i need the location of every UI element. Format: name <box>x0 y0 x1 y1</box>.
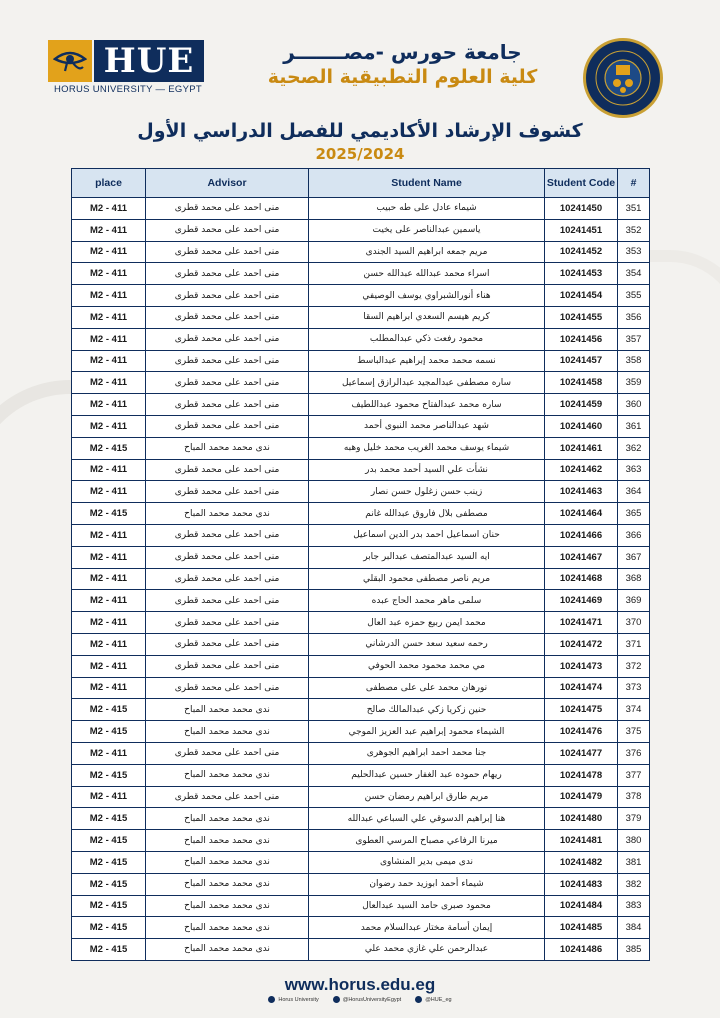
row-number-cell: 357 <box>618 328 650 350</box>
row-number-cell: 358 <box>618 350 650 372</box>
advisor-cell: منى احمد على محمد قطرى <box>146 263 309 285</box>
student-code-cell: 10241452 <box>545 241 618 263</box>
advisor-cell: منى احمد على محمد قطرى <box>146 415 309 437</box>
row-number-cell: 374 <box>618 699 650 721</box>
facebook-icon <box>333 996 340 1003</box>
student-name-cell: هناء أنورالشبراوي يوسف الوصيفي <box>309 285 545 307</box>
student-name-cell: محمد ايمن ربيع حمزه عبد العال <box>309 612 545 634</box>
hue-logo[interactable] <box>48 40 208 98</box>
header <box>0 0 720 115</box>
table-row[interactable] <box>72 742 650 764</box>
student-name-cell: عبدالرحمن علي غازي محمد علي <box>309 939 545 961</box>
student-name-cell: ندى ميمى بدير المنشاوى <box>309 851 545 873</box>
student-code-cell: 10241473 <box>545 655 618 677</box>
student-code-cell: 10241455 <box>545 306 618 328</box>
table-row[interactable] <box>72 285 650 307</box>
row-number-cell: 369 <box>618 590 650 612</box>
place-cell: M2 - 415 <box>72 808 146 830</box>
row-number-cell: 368 <box>618 568 650 590</box>
student-code-cell: 10241464 <box>545 503 618 525</box>
row-number-cell: 373 <box>618 677 650 699</box>
advisor-cell: منى احمد على محمد قطرى <box>146 198 309 220</box>
place-cell: M2 - 411 <box>72 285 146 307</box>
table-row[interactable] <box>72 590 650 612</box>
place-cell: M2 - 411 <box>72 546 146 568</box>
row-number-cell: 381 <box>618 851 650 873</box>
row-number-cell: 372 <box>618 655 650 677</box>
place-cell: M2 - 411 <box>72 459 146 481</box>
university-name: جامعة حورس -مصـــــــر <box>283 40 522 64</box>
place-cell: M2 - 411 <box>72 394 146 416</box>
advisor-cell: منى احمد على محمد قطرى <box>146 655 309 677</box>
student-name-cell: ايه السيد عبدالمتصف عبدالبر جابر <box>309 546 545 568</box>
place-cell: M2 - 411 <box>72 328 146 350</box>
student-name-cell: رحمه سعيد سعد حسن الدرشاني <box>309 633 545 655</box>
social-label: @HorusUniversityEgypt <box>342 996 402 1003</box>
advisor-cell: ندى محمد محمد المباح <box>146 699 309 721</box>
row-number-cell: 352 <box>618 219 650 241</box>
student-name-cell: ياسمين عبدالناصر على يخيت <box>309 219 545 241</box>
row-number-cell: 384 <box>618 917 650 939</box>
row-number-cell: 376 <box>618 742 650 764</box>
row-number-cell: 354 <box>618 263 650 285</box>
student-code-cell: 10241453 <box>545 263 618 285</box>
student-name-cell: جنا محمد احمد ابراهيم الجوهرى <box>309 742 545 764</box>
place-cell: M2 - 411 <box>72 633 146 655</box>
table-row[interactable] <box>72 503 650 525</box>
place-cell: M2 - 415 <box>72 503 146 525</box>
student-code-cell: 10241451 <box>545 219 618 241</box>
student-code-cell: 10241450 <box>545 198 618 220</box>
student-name-cell: شيماء عادل على طه حبيب <box>309 198 545 220</box>
place-cell: M2 - 411 <box>72 568 146 590</box>
table-row[interactable] <box>72 198 650 220</box>
student-name-cell: ساره مصطفى عبدالمجيد عبدالرازق إسماعيل <box>309 372 545 394</box>
student-code-cell: 10241483 <box>545 873 618 895</box>
table-row[interactable] <box>72 808 650 830</box>
student-code-cell: 10241461 <box>545 437 618 459</box>
faculty-name: كلية العلوم التطبيقية الصحية <box>267 66 538 88</box>
place-cell: M2 - 411 <box>72 742 146 764</box>
row-number-cell: 360 <box>618 394 650 416</box>
student-name-cell: ميرنا الرفاعي مصباح المرسي العطوى <box>309 830 545 852</box>
row-number-cell: 366 <box>618 524 650 546</box>
column-header-student-code[interactable]: Student Code <box>545 169 618 198</box>
column-header-advisor[interactable]: Advisor <box>146 169 309 198</box>
instagram-icon <box>415 996 422 1003</box>
student-code-cell: 10241485 <box>545 917 618 939</box>
row-number-cell: 371 <box>618 633 650 655</box>
row-number-cell: 385 <box>618 939 650 961</box>
place-cell: M2 - 411 <box>72 612 146 634</box>
table-row[interactable] <box>72 699 650 721</box>
advisor-cell: منى احمد على محمد قطرى <box>146 546 309 568</box>
table-row[interactable] <box>72 372 650 394</box>
student-code-cell: 10241456 <box>545 328 618 350</box>
social-link[interactable] <box>268 996 318 1003</box>
student-name-cell: شيماء يوسف محمد الغريب محمد خليل وهبه <box>309 437 545 459</box>
table-row[interactable] <box>72 764 650 786</box>
place-cell: M2 - 411 <box>72 306 146 328</box>
advisor-cell: منى احمد على محمد قطرى <box>146 633 309 655</box>
student-name-cell: نورهان محمد على على مصطفى <box>309 677 545 699</box>
student-code-cell: 10241481 <box>545 830 618 852</box>
logo-subtitle: HORUS UNIVERSITY — EGYPT <box>54 84 202 95</box>
place-cell: M2 - 415 <box>72 939 146 961</box>
student-code-cell: 10241466 <box>545 524 618 546</box>
student-code-cell: 10241463 <box>545 481 618 503</box>
row-number-cell: 382 <box>618 873 650 895</box>
website-url[interactable]: www.horus.edu.eg <box>284 975 436 994</box>
column-header-student-name[interactable]: Student Name <box>309 169 545 198</box>
table-row[interactable] <box>72 830 650 852</box>
table-row[interactable] <box>72 786 650 808</box>
student-code-cell: 10241484 <box>545 895 618 917</box>
page-title: كشوف الإرشاد الأكاديمي للفصل الدراسي الأول <box>137 120 583 142</box>
academic-year: 2025/2024 <box>315 145 405 163</box>
student-code-cell: 10241479 <box>545 786 618 808</box>
place-cell: M2 - 411 <box>72 372 146 394</box>
student-name-cell: ساره محمد عبدالفتاح محمود عبداللطيف <box>309 394 545 416</box>
table-row[interactable] <box>72 677 650 699</box>
place-cell: M2 - 411 <box>72 655 146 677</box>
social-link[interactable] <box>415 996 451 1003</box>
advisor-cell: منى احمد على محمد قطرى <box>146 328 309 350</box>
row-number-cell: 351 <box>618 198 650 220</box>
student-code-cell: 10241475 <box>545 699 618 721</box>
place-cell: M2 - 415 <box>72 830 146 852</box>
row-number-cell: 353 <box>618 241 650 263</box>
advisor-cell: ندى محمد محمد المباح <box>146 830 309 852</box>
row-number-cell: 355 <box>618 285 650 307</box>
student-name-cell: نشأت علي السيد أحمد محمد بدر <box>309 459 545 481</box>
table-row[interactable] <box>72 939 650 961</box>
place-cell: M2 - 411 <box>72 415 146 437</box>
student-name-cell: مصطفى بلال فاروق عبدالله غانم <box>309 503 545 525</box>
advisor-cell: منى احمد على محمد قطرى <box>146 612 309 634</box>
place-cell: M2 - 415 <box>72 437 146 459</box>
table-row[interactable] <box>72 524 650 546</box>
table-row[interactable] <box>72 415 650 437</box>
student-code-cell: 10241478 <box>545 764 618 786</box>
table-row[interactable] <box>72 612 650 634</box>
social-label: Horus University <box>278 996 319 1003</box>
student-name-cell: شيماء أحمد ابوزيد حمد رضوان <box>309 873 545 895</box>
youtube-icon <box>268 996 275 1003</box>
row-number-cell: 359 <box>618 372 650 394</box>
advisor-cell: منى احمد على محمد قطرى <box>146 285 309 307</box>
student-name-cell: مريم جمعه ابراهيم السيد الجندى <box>309 241 545 263</box>
student-code-cell: 10241482 <box>545 851 618 873</box>
advisor-cell: منى احمد على محمد قطرى <box>146 306 309 328</box>
social-link[interactable] <box>333 996 401 1003</box>
row-number-cell: 377 <box>618 764 650 786</box>
table-row[interactable] <box>72 263 650 285</box>
student-name-cell: إيمان أسامة مختار عبدالسلام محمد <box>309 917 545 939</box>
column-header-place[interactable]: place <box>72 169 146 198</box>
place-cell: M2 - 411 <box>72 350 146 372</box>
student-name-cell: مي محمد محمود محمد الحوفي <box>309 655 545 677</box>
table-header-row <box>72 169 650 198</box>
table-row[interactable] <box>72 655 650 677</box>
advisor-cell: ندى محمد محمد المباح <box>146 721 309 743</box>
advisor-cell: منى احمد على محمد قطرى <box>146 372 309 394</box>
place-cell: M2 - 415 <box>72 764 146 786</box>
student-code-cell: 10241458 <box>545 372 618 394</box>
student-name-cell: شهد عبدالناصر محمد النبوى أحمد <box>309 415 545 437</box>
table-row[interactable] <box>72 350 650 372</box>
table-row[interactable] <box>72 633 650 655</box>
table-row[interactable] <box>72 394 650 416</box>
student-name-cell: محمود رفعت ذكي عبدالمطلب <box>309 328 545 350</box>
place-cell: M2 - 411 <box>72 524 146 546</box>
student-code-cell: 10241469 <box>545 590 618 612</box>
row-number-cell: 380 <box>618 830 650 852</box>
advising-table <box>71 168 650 961</box>
eye-of-horus-icon <box>48 40 92 82</box>
row-number-cell: 375 <box>618 721 650 743</box>
student-code-cell: 10241468 <box>545 568 618 590</box>
student-name-cell: هنا إبراهيم الدسوقي علي السباعي عبدالله <box>309 808 545 830</box>
university-seal-icon <box>583 38 663 118</box>
table-row[interactable] <box>72 219 650 241</box>
place-cell: M2 - 415 <box>72 873 146 895</box>
student-code-cell: 10241459 <box>545 394 618 416</box>
table-row[interactable] <box>72 721 650 743</box>
row-number-cell: 364 <box>618 481 650 503</box>
table-row[interactable] <box>72 895 650 917</box>
place-cell: M2 - 415 <box>72 917 146 939</box>
advisor-cell: ندى محمد محمد المباح <box>146 808 309 830</box>
advisor-cell: منى احمد على محمد قطرى <box>146 219 309 241</box>
student-name-cell: الشيماء محمود إبراهيم عبد العزيز الموجي <box>309 721 545 743</box>
place-cell: M2 - 415 <box>72 851 146 873</box>
student-code-cell: 10241477 <box>545 742 618 764</box>
student-code-cell: 10241454 <box>545 285 618 307</box>
student-name-cell: محمود صبرى حامد السيد عبدالعال <box>309 895 545 917</box>
table-row[interactable] <box>72 437 650 459</box>
place-cell: M2 - 411 <box>72 198 146 220</box>
row-number-cell: 361 <box>618 415 650 437</box>
advisor-cell: ندى محمد محمد المباح <box>146 851 309 873</box>
advisor-cell: منى احمد على محمد قطرى <box>146 481 309 503</box>
column-header-number[interactable]: # <box>618 169 650 198</box>
row-number-cell: 362 <box>618 437 650 459</box>
advisor-cell: منى احمد على محمد قطرى <box>146 394 309 416</box>
table-row[interactable] <box>72 241 650 263</box>
student-code-cell: 10241486 <box>545 939 618 961</box>
student-name-cell: نسمه محمد محمد إبراهيم عبدالباسط <box>309 350 545 372</box>
advisor-cell: منى احمد على محمد قطرى <box>146 350 309 372</box>
advisor-cell: ندى محمد محمد المباح <box>146 939 309 961</box>
advisor-cell: ندى محمد محمد المباح <box>146 764 309 786</box>
table-row[interactable] <box>72 328 650 350</box>
table-row[interactable] <box>72 459 650 481</box>
advisor-cell: ندى محمد محمد المباح <box>146 503 309 525</box>
student-name-cell: ريهام حموده عبد الغفار حسين عبدالحليم <box>309 764 545 786</box>
place-cell: M2 - 411 <box>72 590 146 612</box>
row-number-cell: 363 <box>618 459 650 481</box>
table-row[interactable] <box>72 917 650 939</box>
table-row[interactable] <box>72 873 650 895</box>
advisor-cell: منى احمد على محمد قطرى <box>146 677 309 699</box>
student-name-cell: مريم ناصر مصطفى محمود البقلي <box>309 568 545 590</box>
student-name-cell: زينب حسن زغلول حسن نصار <box>309 481 545 503</box>
place-cell: M2 - 415 <box>72 721 146 743</box>
place-cell: M2 - 411 <box>72 219 146 241</box>
table-row[interactable] <box>72 546 650 568</box>
advisor-cell: منى احمد على محمد قطرى <box>146 742 309 764</box>
advisor-cell: ندى محمد محمد المباح <box>146 895 309 917</box>
table-row[interactable] <box>72 851 650 873</box>
row-number-cell: 378 <box>618 786 650 808</box>
advisor-cell: منى احمد على محمد قطرى <box>146 524 309 546</box>
student-name-cell: حنين زكريا زكي عبدالمالك صالح <box>309 699 545 721</box>
advisor-cell: ندى محمد محمد المباح <box>146 917 309 939</box>
row-number-cell: 356 <box>618 306 650 328</box>
advisor-cell: منى احمد على محمد قطرى <box>146 459 309 481</box>
row-number-cell: 365 <box>618 503 650 525</box>
advisor-cell: ندى محمد محمد المباح <box>146 437 309 459</box>
student-name-cell: حنان اسماعيل احمد بدر الدين اسماعيل <box>309 524 545 546</box>
student-code-cell: 10241474 <box>545 677 618 699</box>
place-cell: M2 - 411 <box>72 481 146 503</box>
student-code-cell: 10241471 <box>545 612 618 634</box>
table-row[interactable] <box>72 306 650 328</box>
row-number-cell: 379 <box>618 808 650 830</box>
student-code-cell: 10241457 <box>545 350 618 372</box>
place-cell: M2 - 415 <box>72 699 146 721</box>
row-number-cell: 370 <box>618 612 650 634</box>
social-label: @HUE_eg <box>425 996 452 1003</box>
student-name-cell: اسراء محمد عبدالله عبدالله حسن <box>309 263 545 285</box>
place-cell: M2 - 411 <box>72 677 146 699</box>
place-cell: M2 - 411 <box>72 263 146 285</box>
place-cell: M2 - 411 <box>72 786 146 808</box>
social-links <box>0 996 720 1003</box>
place-cell: M2 - 411 <box>72 241 146 263</box>
row-number-cell: 383 <box>618 895 650 917</box>
advisor-cell: منى احمد على محمد قطرى <box>146 590 309 612</box>
student-code-cell: 10241480 <box>545 808 618 830</box>
advisor-cell: منى احمد على محمد قطرى <box>146 786 309 808</box>
student-name-cell: سلمى ماهر محمد الحاج عبده <box>309 590 545 612</box>
student-name-cell: كريم هيسم السعدي ابراهيم السقا <box>309 306 545 328</box>
student-code-cell: 10241467 <box>545 546 618 568</box>
advisor-cell: ندى محمد محمد المباح <box>146 873 309 895</box>
student-code-cell: 10241460 <box>545 415 618 437</box>
table-row[interactable] <box>72 568 650 590</box>
student-code-cell: 10241472 <box>545 633 618 655</box>
row-number-cell: 367 <box>618 546 650 568</box>
student-name-cell: مريم طارق ابراهيم رمضان حسن <box>309 786 545 808</box>
place-cell: M2 - 415 <box>72 895 146 917</box>
table-row[interactable] <box>72 481 650 503</box>
student-code-cell: 10241476 <box>545 721 618 743</box>
student-code-cell: 10241462 <box>545 459 618 481</box>
advisor-cell: منى احمد على محمد قطرى <box>146 241 309 263</box>
logo-wordmark: HUE <box>94 40 204 82</box>
advisor-cell: منى احمد على محمد قطرى <box>146 568 309 590</box>
